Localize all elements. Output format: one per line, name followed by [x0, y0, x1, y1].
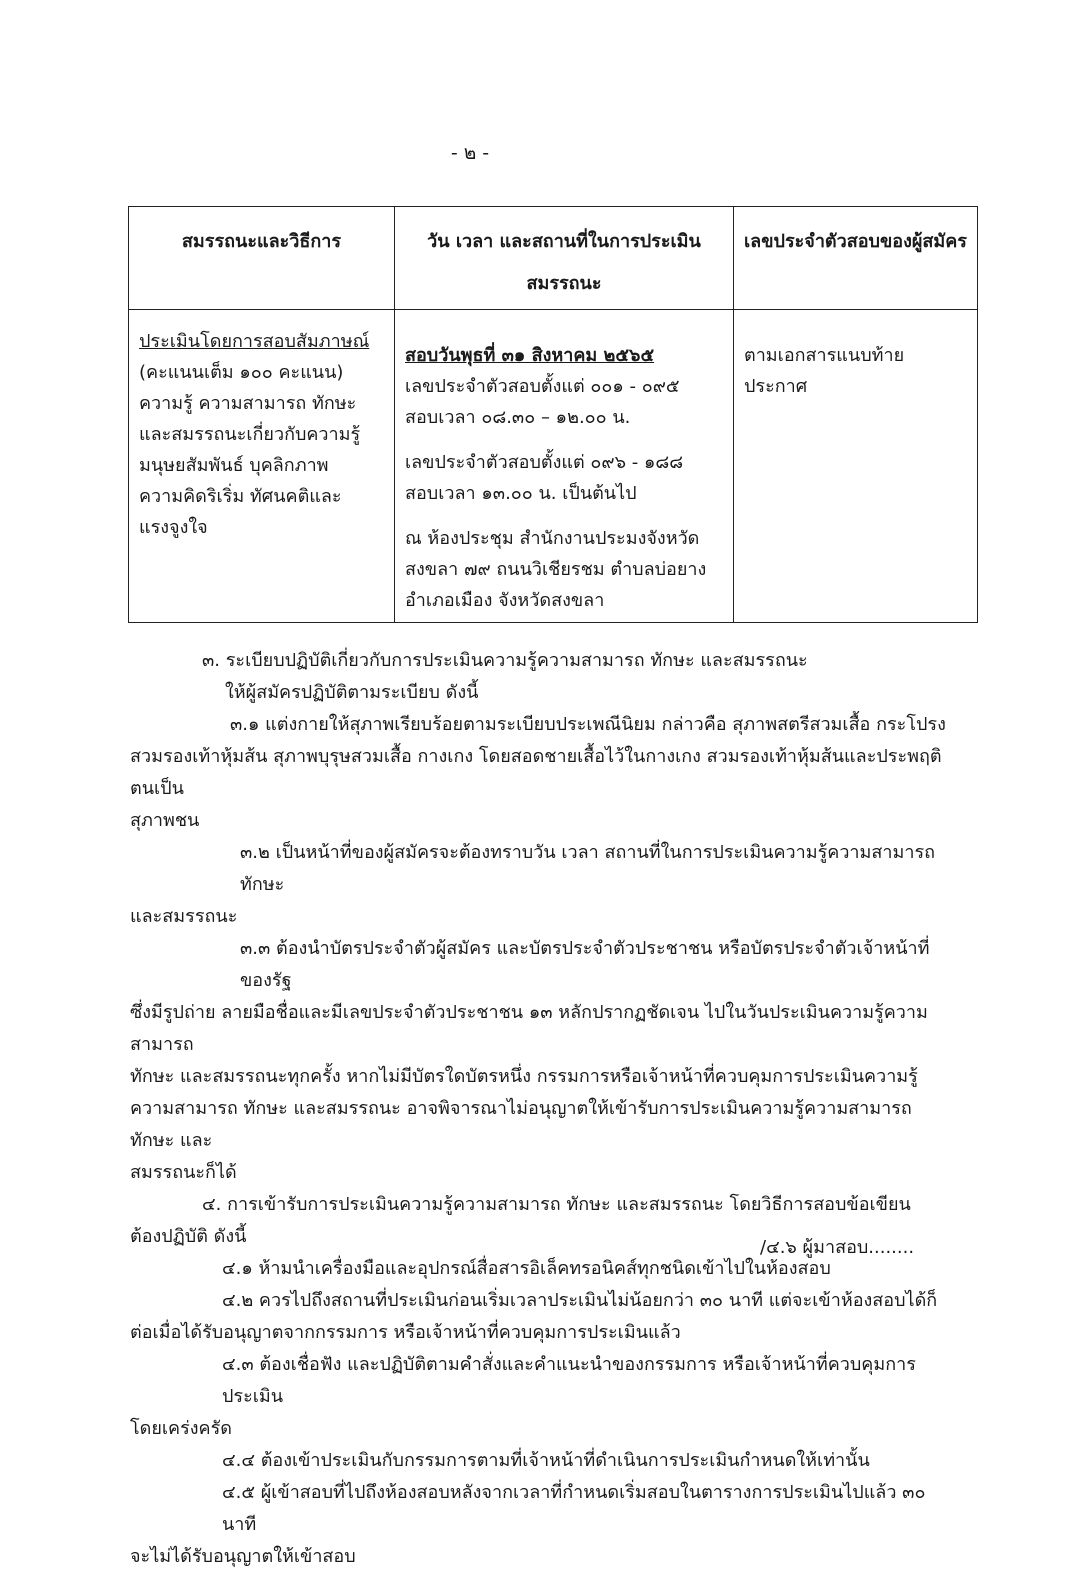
item-3-2: ๓.๒ เป็นหน้าที่ของผู้สมัครจะต้องทราบวัน เวลา สถานที่ในการประเมินความรู้ความสามารถ ทักษะ	[240, 842, 936, 895]
regulations-text	[130, 645, 960, 1573]
item-3-3-cont: ซึ่งมีรูปถ่าย ลายมือชื่อและมีเลขประจำตัวประชาชน ๑๓ หลักปรากฏชัดเจน ไปในวันประเมินความรู้ความสามารถ	[130, 1002, 928, 1055]
item-3-3-cont: ทักษะ และสมรรถนะทุกครั้ง หากไม่มีบัตรใดบัตรหนึ่ง กรรมการหรือเจ้าหน้าที่ควบคุมการประเมินความรู้	[130, 1066, 918, 1087]
competency-line: (คะแนนเต็ม ๑๐๐ คะแนน)	[139, 362, 344, 383]
schedule-line: เลขประจำตัวสอบตั้งแต่ ๐๙๖ - ๑๘๘	[405, 452, 684, 473]
page-number: - ๒ -	[450, 142, 490, 164]
item-4-2-cont: ต่อเมื่อได้รับอนุญาตจากกรรมการ หรือเจ้าหน้าที่ควบคุมการประเมินแล้ว	[130, 1322, 681, 1343]
section-4-title: ๔. การเข้ารับการประเมินความรู้ความสามารถ ทักษะ และสมรรถนะ โดยวิธีการสอบข้อเขียน	[202, 1194, 911, 1215]
item-4-3-cont: โดยเคร่งครัด	[130, 1418, 232, 1439]
competency-cell	[129, 310, 395, 623]
assessment-table	[128, 206, 978, 623]
item-3-3-cont: สมรรถนะก็ได้	[130, 1162, 237, 1183]
place-line: สงขลา ๗๙ ถนนวิเชียรชม ตำบลบ่อยาง	[405, 559, 707, 580]
competency-line: และสมรรถนะเกี่ยวกับความรู้	[139, 424, 361, 445]
item-3-2-cont: และสมรรถนะ	[130, 906, 238, 927]
schedule-line: เลขประจำตัวสอบตั้งแต่ ๐๐๑ - ๐๙๕	[405, 376, 680, 397]
competency-line: ความคิดริเริ่ม ทัศนคติและ	[139, 486, 342, 507]
header-competency: สมรรถนะและวิธีการ	[129, 207, 395, 310]
item-3-1: ๓.๑ แต่งกายให้สุภาพเรียบร้อยตามระเบียบประเพณีนิยม กล่าวคือ สุภาพสตรีสวมเสื้อ กระโปรง	[230, 714, 946, 735]
candidate-id-note: ตามเอกสารแนบท้ายประกาศ	[744, 345, 905, 397]
table-header-row	[129, 207, 978, 310]
candidate-id-cell	[734, 310, 978, 623]
item-4-5: ๔.๕ ผู้เข้าสอบที่ไปถึงห้องสอบหลังจากเวลาที่กำหนดเริ่มสอบในตารางการประเมินไปแล้ว ๓๐ นาที	[222, 1482, 926, 1535]
competency-line: แรงจูงใจ	[139, 517, 208, 538]
competency-line: มนุษยสัมพันธ์ บุคลิกภาพ	[139, 455, 329, 476]
item-4-5-cont: จะไม่ได้รับอนุญาตให้เข้าสอบ	[130, 1546, 356, 1567]
item-3-3-cont: ความสามารถ ทักษะ และสมรรถนะ อาจพิจารณาไม่อนุญาตให้เข้ารับการประเมินความรู้ความสามารถ ทักษะ และ	[130, 1098, 912, 1151]
schedule-cell	[395, 310, 734, 623]
place-line: อำเภอเมือง จังหวัดสงขลา	[405, 590, 605, 611]
item-4-3: ๔.๓ ต้องเชื่อฟัง และปฏิบัติตามคำสั่งและคำแนะนำของกรรมการ หรือเจ้าหน้าที่ควบคุมการประเมิน	[222, 1354, 916, 1407]
header-datetime-place: วัน เวลา และสถานที่ในการประเมินสมรรถนะ	[395, 207, 734, 310]
competency-line: ความรู้ ความสามารถ ทักษะ	[139, 393, 357, 414]
header-candidate-id: เลขประจำตัวสอบของผู้สมัคร	[734, 207, 978, 310]
item-4-2: ๔.๒ ควรไปถึงสถานที่ประเมินก่อนเริ่มเวลาประเมินไม่น้อยกว่า ๓๐ นาที แต่จะเข้าห้องสอบได้ก็	[222, 1290, 938, 1311]
schedule-line: สอบเวลา ๑๓.๐๐ น. เป็นต้นไป	[405, 483, 637, 504]
item-4-4: ๔.๔ ต้องเข้าประเมินกับกรรมการตามที่เจ้าหน้าที่ดำเนินการประเมินกำหนดให้เท่านั้น	[222, 1450, 870, 1471]
item-3-1-cont: สุภาพชน	[130, 810, 200, 831]
item-3-3: ๓.๓ ต้องนำบัตรประจำตัวผู้สมัคร และบัตรประจำตัวประชาชน หรือบัตรประจำตัวเจ้าหน้าที่ของรัฐ	[240, 938, 930, 991]
section-3-title: ๓. ระเบียบปฏิบัติเกี่ยวกับการประเมินความรู้ความสามารถ ทักษะ และสมรรถนะ	[202, 650, 808, 671]
schedule-line: สอบเวลา ๐๘.๓๐ – ๑๒.๐๐ น.	[405, 407, 631, 428]
section-4-title-cont: ต้องปฏิบัติ ดังนี้	[130, 1226, 247, 1247]
exam-date: สอบวันพุธที่ ๓๑ สิงหาคม ๒๕๖๕	[405, 345, 655, 366]
continuation-note: /๔.๖ ผู้มาสอบ........	[760, 1237, 915, 1258]
method-title: ประเมินโดยการสอบสัมภาษณ์	[139, 331, 370, 352]
place-line: ณ ห้องประชุม สำนักงานประมงจังหวัด	[405, 528, 700, 549]
item-4-1: ๔.๑ ห้ามนำเครื่องมือและอุปกรณ์สื่อสารอิเล็คทรอนิคส์ทุกชนิดเข้าไปในห้องสอบ	[222, 1258, 831, 1279]
item-3-1-cont: สวมรองเท้าหุ้มส้น สุภาพบุรุษสวมเสื้อ กางเกง โดยสอดชายเสื้อไว้ในกางเกง สวมรองเท้าหุ้มส้นและประพฤติตนเป็น	[130, 746, 942, 799]
table-row	[129, 310, 978, 623]
section-3-title-cont: ให้ผู้สมัครปฏิบัติตามระเบียบ ดังนี้	[225, 682, 479, 703]
